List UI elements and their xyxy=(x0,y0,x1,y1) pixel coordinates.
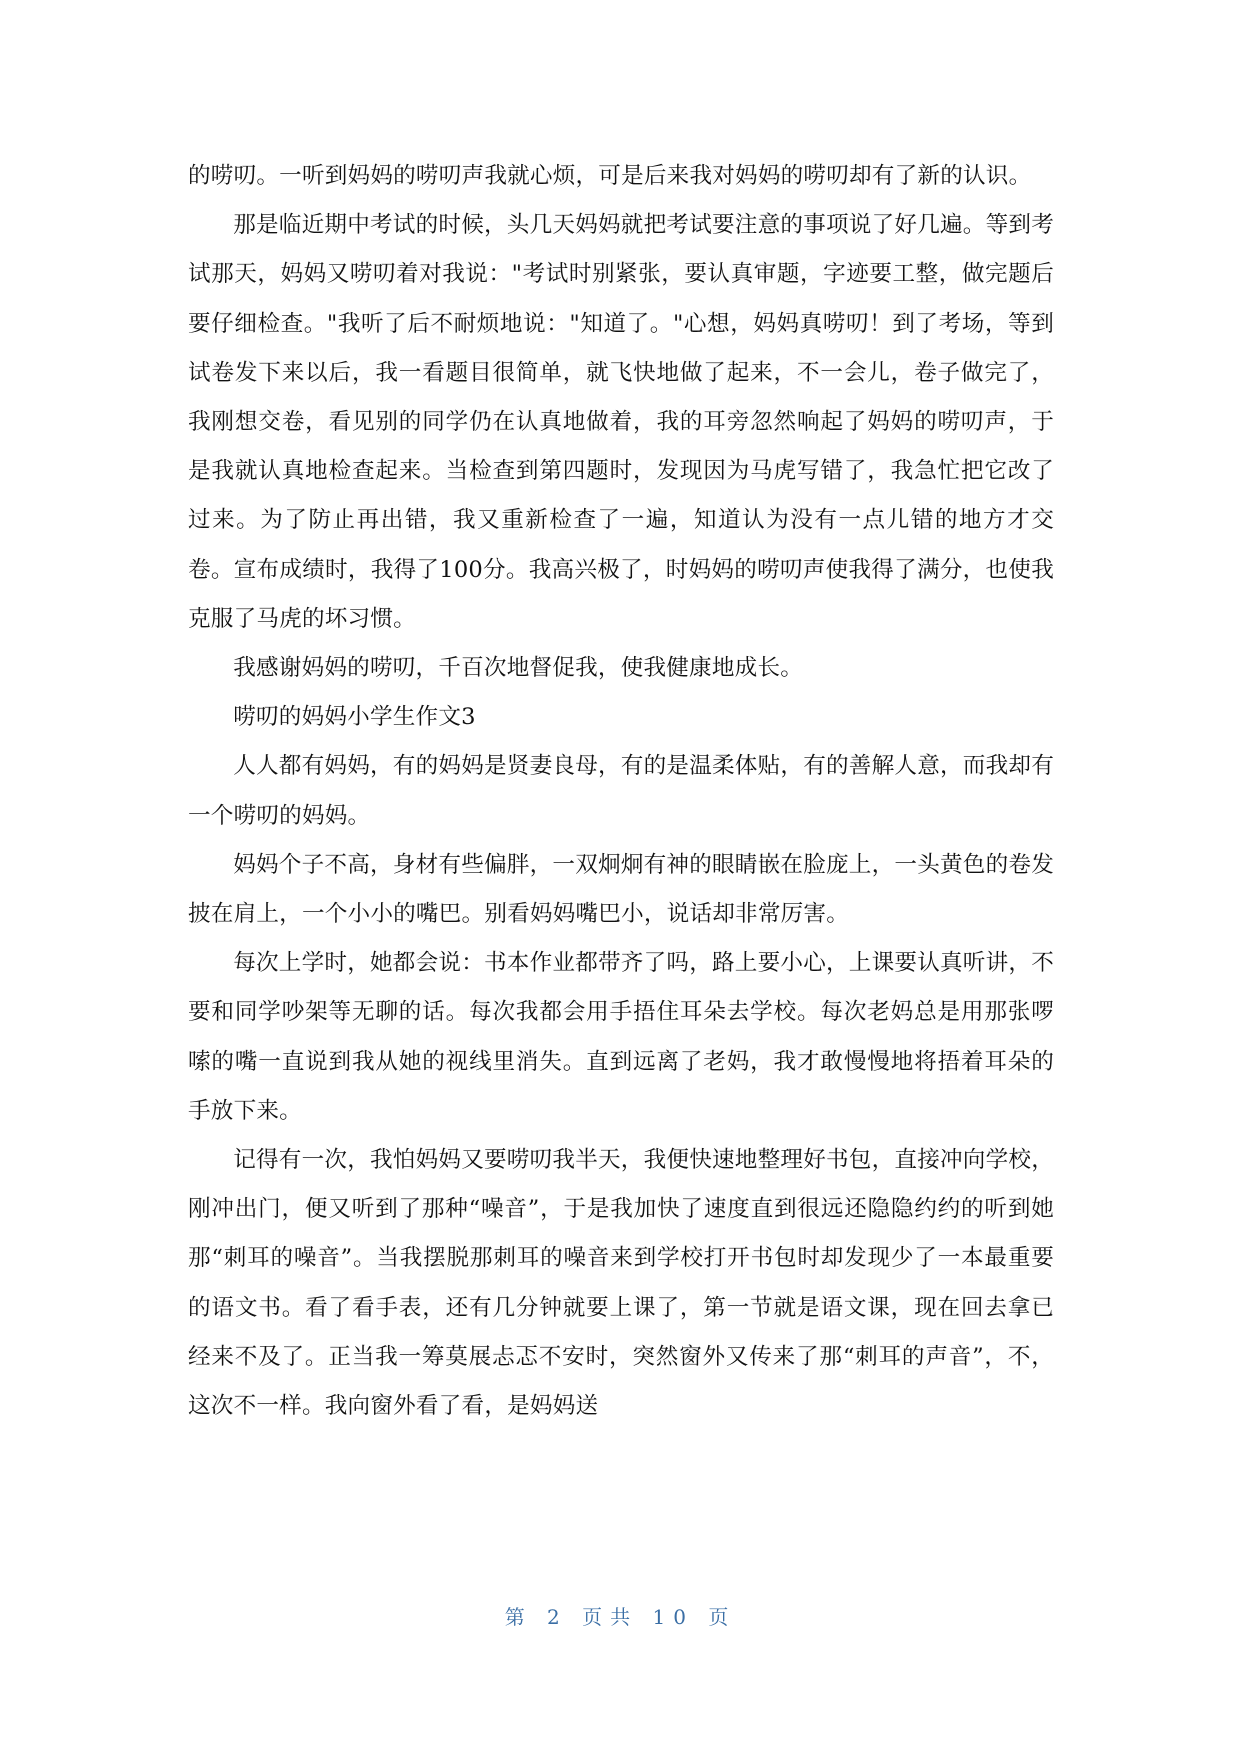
footer-prefix: 第 xyxy=(504,1605,533,1629)
footer-suffix: 页 xyxy=(708,1605,737,1629)
paragraph-2: 那是临近期中考试的时候，头几天妈妈就把考试要注意的事项说了好几遍。等到考试那天，妈妈又唠叨着对我说："考试时别紧张，要认真审题，字迹要工整，做完题后要仔细检查。"我听了后不耐烦地说："知道了。"心想，妈妈真唠叨！到了考场，等到试卷发下来以后，我一看题目很简单，就飞快地做了起来，不一会儿，卷子做完了，我刚想交卷，看见别的同学仍在认真地做着，我的耳旁忽然响起了妈妈的唠叨声，于是我就认真地检查起来。当检查到第四题时，发现因为马虎写错了，我急忙把它改了过来。为了防止再出错，我又重新检查了一遍，知道认为没有一点儿错的地方才交卷。宣布成绩时，我得了100分。我高兴极了，时妈妈的唠叨声使我得了满分，也使我克服了马虎的坏习惯。 xyxy=(188,212,1054,632)
paragraph-7: 记得有一次，我怕妈妈又要唠叨我半天，我便快速地整理好书包，直接冲向学校，刚冲出门，便又听到了那种“噪音”，于是我加快了速度直到很远还隐隐约约的听到她那“刺耳的噪音”。当我摆脱那刺耳的噪音来到学校打开书包时却发现少了一本最重要的语文书。看了看手表，还有几分钟就要上课了，第一节就是语文课，现在回去拿已经来不及了。正当我一筹莫展忐忑不安时，突然窗外又传来了那“刺耳的声音”，不，这次不一样。我向窗外看了看，是妈妈送 xyxy=(188,1147,1054,1420)
footer-total-pages: 10 xyxy=(652,1605,694,1629)
body-text xyxy=(188,152,1054,1431)
footer-middle: 页共 xyxy=(582,1605,639,1629)
paragraph-6: 每次上学时，她都会说：书本作业都带齐了吗，路上要小心，上课要认真听讲，不要和同学吵架等无聊的话。每次我都会用手捂住耳朵去学校。每次老妈总是用那张啰嗦的嘴一直说到我从她的视线里消失。直到远离了老妈，我才敢慢慢地将捂着耳朵的手放下来。 xyxy=(188,950,1054,1124)
paragraph-5: 妈妈个子不高，身材有些偏胖，一双炯炯有神的眼睛嵌在脸庞上，一头黄色的卷发披在肩上，一个小小的嘴巴。别看妈妈嘴巴小，说话却非常厉害。 xyxy=(188,851,1054,928)
page-footer xyxy=(0,1601,1241,1630)
paragraph-1: 的唠叨。一听到妈妈的唠叨声我就心烦，可是后来我对妈妈的唠叨却有了新的认识。 xyxy=(188,163,1032,189)
paragraph-3: 我感谢妈妈的唠叨，千百次地督促我，使我健康地成长。 xyxy=(233,655,804,682)
footer-current-page: 2 xyxy=(547,1605,568,1629)
paragraph-4: 人人都有妈妈，有的妈妈是贤妻良母，有的是温柔体贴，有的善解人意，而我却有一个唠叨的妈妈。 xyxy=(188,753,1054,829)
section-heading: 唠叨的妈妈小学生作文3 xyxy=(233,704,476,731)
